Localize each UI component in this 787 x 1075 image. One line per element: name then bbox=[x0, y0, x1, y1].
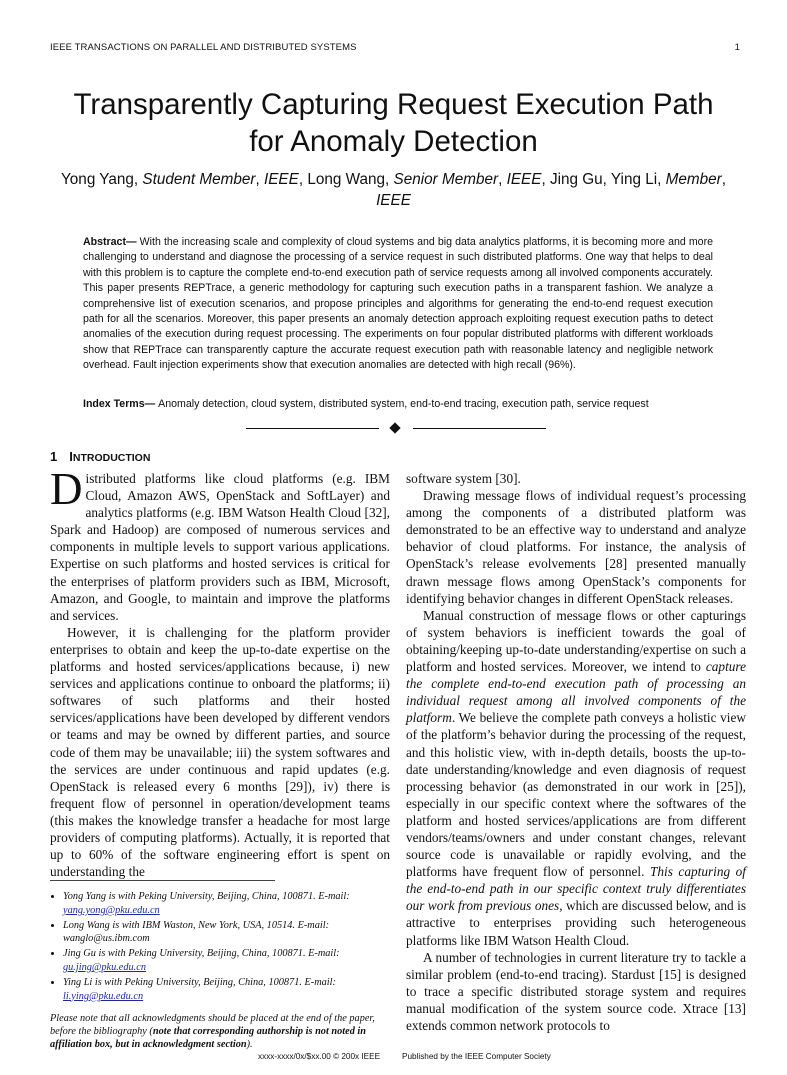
paragraph: software system [30]. bbox=[406, 471, 521, 486]
paper-title bbox=[40, 86, 747, 160]
email-link[interactable]: li.ying@pku.edu.cn bbox=[63, 990, 144, 1002]
journal-name: IEEE TRANSACTIONS ON PARALLEL AND DISTRIBUTED SYSTEMS bbox=[50, 42, 357, 53]
section-divider bbox=[246, 422, 546, 436]
author-role: Senior Member bbox=[393, 171, 499, 188]
author-gu: Jing Gu, bbox=[549, 171, 611, 188]
paragraph: Manual construction of message flows or other capturings of system behaviors is inefficient towards the goal of obtaining/keeping up-to-date understanding/expertise on such a platform and hosted services. Moreover, we intend to capture the complete end-to-end execution path of processing an individual request among all involved components of the platform. We believe the complete path conveys a holistic view of the platform’s behavior during the processing of the request, and this holistic view, with in-depth details, boosts the up-to-date understanding/knowledge and even diagnosis of request processing behavior (as demonstrated in our work in [25]), especially in our specific context where the softwares of the platform and hosted services/applications are from different vendors/teams/owners and under constant changes, relevant source code is unavailable or rapidly evolving, and the platforms have frequent flow of personnel. This capturing of the end-to-end path in our specific context truly differentiates our work from previous ones, which are discussed below, and is attractive to enterprises providing such heterogeneous platforms like IBM Watson Health Cloud. bbox=[406, 607, 746, 948]
abstract-label: Abstract bbox=[83, 236, 126, 248]
footer-copyright: xxxx-xxxx/0x/$xx.00 © 200x IEEE bbox=[258, 1052, 381, 1061]
index-terms-text: Anomaly detection, cloud system, distributed system, end-to-end tracing, execution path, service request bbox=[158, 398, 649, 410]
author-org: IEEE bbox=[376, 192, 411, 209]
right-column bbox=[406, 470, 746, 1034]
author-role: Student Member bbox=[142, 171, 256, 188]
email-link[interactable]: gu.jing@pku.edu.cn bbox=[63, 961, 146, 973]
running-header bbox=[50, 42, 740, 53]
paragraph: Drawing message flows of individual request’s processing among the components of a distributed platform was demonstrated to be an effective way to understand and analyze behavior of cloud platforms. For instance, the analysis of OpenStack’s release evolvements [28] presented manually drawn message flows among OpenStack’s components for identifying behavior changes in different OpenStack releases. bbox=[406, 488, 746, 606]
affiliation-footnotes bbox=[50, 890, 380, 1004]
abstract-text: With the increasing scale and complexity of cloud systems and big data analytics platforms, it is becoming more and more challenging to understand and diagnose the processing of a service request in such distributed platforms. One way that helps to deal with this problem is to capture the complete end-to-end execution path of service requests among all involved components accurately. This paper presents REPTrace, a generic methodology for capturing such execution paths in a transparent fashion. We analyze a comprehensive list of execution scenarios, and propose principles and algorithms for generating the end-to-end request execution path for all the scenarios. Moreover, this paper presents an anomaly detection approach exploiting request execution paths to detect anomalies of the execution during request processing. The experiments on four popular distributed platforms with different workloads show that REPTrace can transparently capture the accurate request execution path with reasonable latency and negligible network overhead. Fault injection experiments show that execution anomalies are detected with high recall (96%). bbox=[83, 236, 713, 372]
drop-cap: D bbox=[50, 464, 83, 514]
author-role: Member bbox=[665, 171, 722, 188]
emphasis: capture the complete end-to-end execution path of processing an individual request among all involved components of the platform bbox=[406, 659, 746, 726]
footnote-item: • Long Wang is with IBM Waston, New York, USA, 10514. E-mail: wanglo@us.ibm.com bbox=[63, 919, 380, 947]
acknowledgment-note: Please note that all acknowledgments should be placed at the end of the paper, before the bibliography (note that corresponding authorship is not noted in affiliation box, but in acknowledgment section). bbox=[50, 1013, 375, 1051]
footnote-item: • Ying Li is with Peking University, Beijing, China, 100871. E-mail: li.ying@pku.edu.cn bbox=[63, 976, 380, 1004]
bold-note: note that corresponding authorship is not noted in affiliation box, but in acknowledgment section bbox=[50, 1026, 367, 1051]
page-number: 1 bbox=[734, 42, 740, 53]
footnote-rule bbox=[50, 880, 275, 881]
footnote-item: • Yong Yang is with Peking University, Beijing, China, 100871. E-mail: yang.yong@pku.edu.cn bbox=[63, 890, 380, 918]
author-li: Ying Li, bbox=[610, 171, 666, 188]
paragraph: Distributed platforms like cloud platforms (e.g. IBM Cloud, Amazon AWS, OpenStack and SoftLayer) and analytics platforms (e.g. IBM Watson Health Cloud [32], Spark and Hadoop) are composed of numerous services and components in multiple levels to support various applications. Expertise on such platforms and hosted services is critical for the enterprises of platform providers such as IBM, Microsoft, Amazon, and Google, to maintain and improve the platforms and services. bbox=[50, 464, 390, 623]
index-terms: Index Terms— Anomaly detection, cloud system, distributed system, end-to-end tracing, execution path, service request bbox=[83, 398, 649, 410]
index-terms-label: Index Terms bbox=[83, 398, 145, 410]
section-heading bbox=[50, 449, 150, 464]
diamond-icon bbox=[389, 422, 400, 433]
section-title-initial: I bbox=[69, 449, 73, 464]
section-title-rest: NTRODUCTION bbox=[72, 452, 151, 464]
paragraph: However, it is challenging for the platform provider enterprises to obtain and keep the up-to-date expertise on the platforms and hosted services/applications because, i) new services and applications continue to onboard the platforms; ii) softwares of such platforms and their hosted services/applications have been developed by different vendors or teams and may be owned by different parties, and source code of them may be unavailable; iii) the system softwares and the services are under continuous and rapid updates (e.g. OpenStack is released every 6 months [29]), iv) there is frequent flow of personnel in operation/development teams (this makes the knowledge transfer a headache for most large providers of computing platforms). Actually, it is reported that up to 60% of the software engineering effort is spent on understanding the bbox=[50, 624, 390, 880]
email-link[interactable]: yang.yong@pku.edu.cn bbox=[63, 904, 160, 916]
footer-publisher: Published by the IEEE Computer Society bbox=[402, 1052, 551, 1061]
author-yang: Yong Yang, bbox=[61, 171, 143, 188]
author-org: IEEE bbox=[263, 171, 299, 188]
emphasis: This capturing of the end-to-end path in our specific context truly differentiates our work from previous ones bbox=[406, 864, 746, 914]
author-list: Yong Yang, Student Member, IEEE, Long Wang, Senior Member, IEEE, Jing Gu, Ying Li, Member, IEEE bbox=[61, 171, 726, 209]
title-line-2: for Anomaly Detection bbox=[249, 125, 538, 158]
footnote-item: • Jing Gu is with Peking University, Beijing, China, 100871. E-mail: gu.jing@pku.edu.cn bbox=[63, 947, 380, 975]
author-wang: Long Wang, bbox=[307, 171, 394, 188]
author-org: IEEE bbox=[506, 171, 542, 188]
paragraph: A number of technologies in current literature try to tackle a similar problem (end-to-end tracing). Stardust [15] is designed to trace a specific distributed storage system and requires manual modification of the system source code. Xtrace [13] extends common network protocols to bbox=[406, 949, 746, 1033]
left-column bbox=[50, 464, 390, 880]
section-number: 1 bbox=[50, 449, 58, 464]
title-line-1: Transparently Capturing Request Execution Path bbox=[73, 88, 714, 121]
abstract: Abstract— With the increasing scale and complexity of cloud systems and big data analytics platforms, it is becoming more and more challenging to understand and diagnose the processing of a service request in such distributed platforms. One way that helps to deal with this problem is to capture the complete end-to-end execution path of service requests among all involved components accurately. This paper presents REPTrace, a generic methodology for capturing such execution paths in a transparent fashion. We analyze a comprehensive list of execution scenarios, and propose principles and algorithms for generating the end-to-end request execution path for all the scenarios. Moreover, this paper presents an anomaly detection approach exploiting request execution paths to detect anomalies of the execution during request processing. The experiments on four popular distributed platforms with different workloads show that REPTrace can transparently capture the accurate request execution path with reasonable latency and negligible network overhead. Fault injection experiments show that execution anomalies are detected with high recall (96%). bbox=[83, 236, 713, 372]
